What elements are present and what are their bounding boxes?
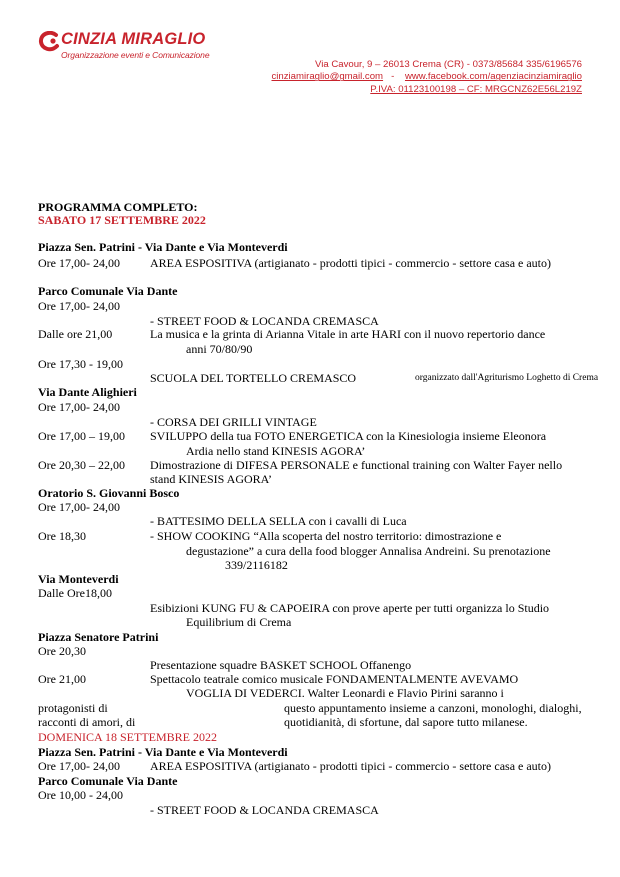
item-time: Ore 20,30 – 22,00 [38, 458, 125, 472]
item-description-left: protagonisti di [38, 701, 108, 715]
item-time: Ore 17,00- 24,00 [38, 400, 120, 414]
location-name: Piazza Senatore Patrini [38, 630, 159, 644]
item-description: Esibizioni KUNG FU & CAPOEIRA con prove aperte per tutti organizza lo Studio [150, 601, 550, 615]
item-description: SVILUPPO della tua FOTO ENERGETICA con la Kinesiologia insieme Eleonora [150, 429, 547, 443]
item-description: SCUOLA DEL TORTELLO CREMASCO [150, 371, 357, 385]
item-time: Ore 20,30 [38, 644, 86, 658]
item-description-continued: Equilibrium di Crema [186, 615, 292, 629]
location-heading [38, 385, 137, 400]
item-time: Ore 17,00 – 19,00 [38, 429, 125, 443]
location-heading [38, 774, 177, 789]
item-time: Ore 17,00- 24,00 [38, 256, 120, 270]
item-description: Presentazione squadre BASKET SCHOOL Offanengo [150, 658, 412, 672]
location-heading [38, 572, 119, 587]
brand-tagline: Organizzazione eventi e Comunicazione [61, 50, 210, 60]
item-time: Ore 10,00 - 24,00 [38, 788, 123, 802]
item-description: - STREET FOOD & LOCANDA CREMASCA [150, 803, 379, 817]
location-name: Via Dante Alighieri [38, 385, 137, 399]
item-time: Ore 18,30 [38, 529, 86, 543]
logo-swoosh-icon [38, 31, 62, 53]
location-name: Parco Comunale Via Dante [38, 774, 178, 788]
location-heading [38, 240, 288, 255]
item-description-continued: anni 70/80/90 [186, 342, 253, 356]
item-description: - BATTESIMO DELLA SELLA con i cavalli di Luca [150, 514, 407, 528]
contact-separator: - [391, 71, 395, 83]
contact-tax-ids: P.IVA: 01123100198 – CF: MRGCNZ62E56L219Z [370, 83, 582, 95]
location-heading [38, 630, 158, 645]
item-description: stand KINESIS AGORA’ [150, 472, 273, 486]
item-description: AREA ESPOSITIVA (artigianato - prodotti tipici - commercio - settore casa e auto) [150, 256, 552, 270]
location-heading [38, 486, 179, 501]
item-description: - CORSA DEI GRILLI VINTAGE [150, 415, 317, 429]
location-name: Piazza Sen. Patrini - Via Dante e Via Monteverdi [38, 745, 288, 759]
item-time: Ore 17,00- 24,00 [38, 759, 120, 773]
item-description: - STREET FOOD & LOCANDA CREMASCA [150, 314, 379, 328]
item-time: Ore 17,00- 24,00 [38, 500, 120, 514]
contact-address: Via Cavour, 9 – 26013 Crema (CR) - 0373/85684 335/6196576 [314, 59, 582, 70]
item-description: Dimostrazione di DIFESA PERSONALE e functional training con Walter Fayer nello [150, 458, 563, 472]
item-description-continued: Ardia nello stand KINESIS AGORA’ [186, 444, 366, 458]
contact-block [271, 59, 582, 96]
item-time: Dalle ore 21,00 [38, 327, 113, 341]
day-heading-sunday [38, 730, 217, 745]
email-link[interactable]: cinziamiraglio@gmail.com [271, 71, 384, 83]
item-description: Spettacolo teatrale comico musicale FONDAMENTALMENTE AVEVAMO [150, 672, 519, 686]
item-time: Ore 17,00- 24,00 [38, 299, 120, 313]
item-description-right: questo appuntamento insieme a canzoni, monologhi, dialoghi, [284, 701, 582, 715]
item-description-continued: VOGLIA DI VEDERCI. Walter Leonardi e Flavio Pirini saranno i [186, 686, 504, 700]
location-name: Parco Comunale Via Dante [38, 284, 178, 298]
location-name: Piazza Sen. Patrini - Via Dante e Via Monteverdi [38, 240, 288, 254]
brand-name: CINZIA MIRAGLIO [61, 30, 206, 48]
location-heading [38, 745, 288, 760]
location-name: Oratorio S. Giovanni Bosco [38, 486, 180, 500]
location-heading [38, 284, 177, 299]
item-time: Ore 21,00 [38, 672, 86, 686]
item-description: La musica e la grinta di Arianna Vitale in arte HARI con il nuovo repertorio dance [150, 327, 546, 341]
facebook-link[interactable]: www.facebook.com/agenziacinziamiraglio [404, 71, 582, 83]
item-description-left: racconti di amori, di [38, 715, 136, 729]
item-description-continued: 339/2116182 [225, 558, 288, 572]
program-heading: PROGRAMMA COMPLETO: [38, 200, 198, 214]
contact-links-line [271, 71, 582, 83]
company-logo [38, 30, 238, 64]
item-description-continued: degustazione” a cura della food blogger Annalisa Andreini. Su prenotazione [186, 544, 551, 558]
item-description: AREA ESPOSITIVA (artigianato - prodotti tipici - commercio - settore casa e auto) [150, 759, 552, 773]
item-time: Dalle Ore18,00 [38, 586, 112, 600]
item-time: Ore 17,30 - 19,00 [38, 357, 123, 371]
location-name: Via Monteverdi [38, 572, 119, 586]
day-heading-saturday: SABATO 17 SETTEMBRE 2022 [38, 213, 206, 227]
item-description-right: quotidianità, di sfortune, dal sapore tutto milanese. [284, 715, 528, 729]
day-heading-text: DOMENICA 18 SETTEMBRE 2022 [38, 730, 218, 744]
item-description: - SHOW COOKING “Alla scoperta del nostro territorio: dimostrazione e [150, 529, 502, 543]
item-note: organizzato dall'Agriturismo Loghetto di Crema [415, 373, 599, 383]
